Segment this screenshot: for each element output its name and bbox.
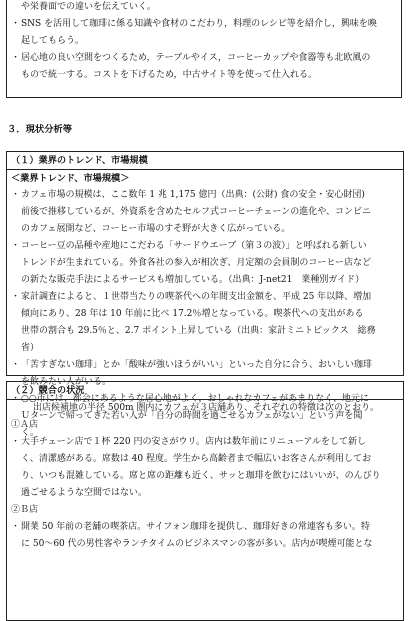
bullet-line: 省）: [21, 343, 40, 353]
bullet-line: カフェ市場の規模は、ここ数年 1 兆 1,175 億円（出典：(公財) 食の安全・安心財団): [21, 190, 365, 200]
shop-a-bullet: [7, 434, 403, 502]
bullet-text: 居心地の良い空間をつくるため，テーブルやイス，コーヒーカップや食器等も北欧風の: [21, 53, 371, 63]
bullet-mark: ・: [11, 522, 21, 532]
bullet-line: 開業 50 年前の老舗の喫茶店。サイフォン珈琲を提供し、珈琲好きの常連客も多い。特: [21, 522, 370, 532]
bullet-mark: ・: [11, 53, 21, 63]
bullet-line: 過ごせるような空間ではない。: [21, 488, 148, 498]
bullet-line: コーヒー豆の品種や産地にこだわる「サードウエーブ（第３の波）」と呼ばれる新しい: [21, 241, 367, 251]
bullet-line: トレンドが生まれている。外食各社の参入が相次ぎ、月定額の会員制のコーヒー店など: [21, 258, 372, 268]
shop-b-bullet: [7, 519, 403, 553]
trend-bullet: [7, 238, 403, 289]
shop-b-label: ②Ｂ店: [11, 505, 39, 515]
bullet-text: もので統一する。コストを下げるため，中古サイト等を使って仕入れる。: [21, 70, 318, 80]
bullet-line: 前後で推移しているが、外資系を含めたセルフ式コーヒーチェーンの進化や、コンビニ: [21, 207, 372, 217]
bullet-text: SNS を活用して珈琲に係る知識や食材のこだわり，料理のレシピ等を紹介し，興味を喚: [21, 19, 377, 29]
section-title: ３．現状分析等: [7, 124, 73, 135]
bullet-line: 傾向にあり、28 年は 10 年前に比べ 17.2％増となっている。喫茶代への支出がある: [21, 309, 364, 319]
plan-continuation-box: [6, 0, 402, 98]
bullet-line: を飲みたい人がいる。: [21, 377, 112, 387]
bullet-line: 世帯の割合も 29.5％と、2.7 ポイント上昇している（出典：家計ミニトピックス 総務: [21, 326, 376, 336]
bullet-line: り、いつも混雑している。席と席の距離も近く、サッと珈琲を飲むにはいいが、のんびり: [21, 471, 381, 481]
bullet-mark: ・: [11, 241, 21, 251]
bullet-space: [7, 50, 401, 84]
bullet-mark: ・: [11, 394, 21, 404]
trend-bullet: [7, 187, 403, 238]
continuation-text: や栄養面での違いを伝えていく。: [21, 2, 156, 12]
bullet-line: 家計調査によると、１世帯当たりの喫茶代への年間支出金額を、平成 25 年以降、増加: [21, 292, 372, 302]
trend-subheader: ＜業界トレンド、市場規模＞: [11, 173, 130, 184]
bullet-mark: ・: [11, 190, 21, 200]
bullet-line: に 50～60 代の男性客やランチタイムのビジネスマンの客が多い。店内が喫煙可能とな: [21, 539, 373, 549]
bullet-line: 「苦すぎない珈琲」とか「酸味が強いほうがいい」といった自分に合う、おいしい珈琲: [21, 360, 373, 370]
bullet-line: のカフェ展開など、コーヒー市場のすそ野が大きく広がっている。: [21, 224, 291, 234]
bullet-sns: [7, 16, 401, 50]
shop-a-label: ①Ａ店: [11, 420, 39, 430]
bullet-line: Ｕターンで帰ってきた若い人が「自分の時間を過ごせるカフェがない」という声を聞: [21, 411, 363, 421]
bullet-line: く。: [21, 428, 39, 438]
bullet-text: 起してもらう。: [21, 36, 85, 46]
bullet-mark: ・: [11, 437, 21, 447]
trend-bullet: [7, 289, 403, 357]
bullet-mark: ・: [11, 292, 21, 302]
competition-intro: 出店候補地の半径 500m 圏内にカフェが３店舗あり、それぞれの特徴は次のとおり。: [33, 403, 379, 413]
bullet-line: の新たな販売手法によるサービスも増加している。（出典：J-net21 業種別ガイド）: [21, 275, 365, 285]
bullet-line: ○○市には、都会にあるような居心地がよく，おしゃれなカフェがあまりなく、地元に: [21, 394, 369, 404]
trend-header: （１）業界のトレンド、市場規模: [7, 152, 403, 170]
bullet-line: 大手チェーン店で１杯 220 円の安さがウリ。店内は数年前にリニューアルをして新し: [21, 437, 367, 447]
bullet-line: く、清潔感がある。席数は 40 程度。学生から高齢者まで幅広いお客さんが利用してお: [21, 454, 371, 464]
competition-header: （２）競合の状況: [7, 382, 403, 400]
bullet-mark: ・: [11, 19, 21, 29]
bullet-mark: ・: [11, 360, 21, 370]
competition-box: [6, 381, 404, 621]
